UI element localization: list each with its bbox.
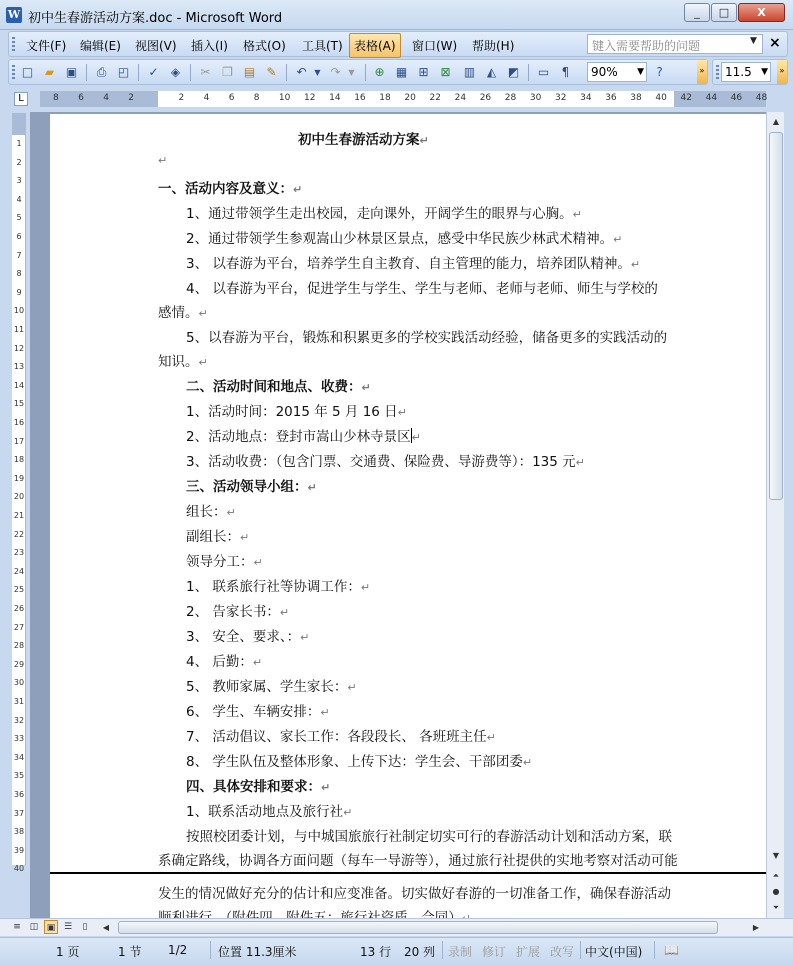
spelling-check-icon[interactable]: ✓ [148, 65, 159, 79]
status-separator [654, 941, 655, 959]
undo-dropdown-icon[interactable]: ▼ [314, 68, 321, 77]
vertical-ruler-number: 27 [13, 622, 25, 632]
cut-icon[interactable]: ✂ [200, 65, 211, 79]
scroll-right-icon[interactable]: ▶ [752, 923, 760, 932]
paragraph-mark: ↵ [198, 307, 208, 320]
document-close-button[interactable]: × [769, 35, 781, 51]
vertical-ruler-number: 30 [13, 678, 25, 688]
paragraph-text: 8、 学生队伍及整体形象、上传下达：学生会、干部团委 [186, 754, 523, 770]
help-icon[interactable]: ? [656, 65, 663, 79]
status-line[interactable]: 13 行 [360, 945, 392, 959]
document-paragraph[interactable] [186, 277, 658, 297]
ruler-number: 14 [329, 93, 341, 103]
toolbar-grip[interactable] [12, 65, 15, 81]
paragraph-text: 2、通过带领学生参观嵩山少林景区景点，感受中华民族少林武术精神。 [186, 231, 614, 247]
ruler-number: 22 [429, 93, 441, 103]
vertical-ruler-number: 25 [13, 585, 25, 595]
paragraph-mark: ↵ [347, 681, 357, 694]
menu-edit[interactable]: 编辑(E) [80, 39, 121, 53]
format-painter-icon[interactable]: ✎ [266, 65, 277, 79]
paragraph-mark: ↵ [360, 581, 371, 594]
document-paragraph[interactable] [158, 301, 208, 321]
ruler-number: 34 [580, 93, 592, 103]
vertical-ruler-number: 26 [13, 604, 25, 613]
vertical-ruler-number: 21 [13, 511, 25, 520]
print-icon[interactable]: ⎙ [96, 65, 107, 79]
paragraph-text: 1、通过带领学生走出校园，走向课外，开阔学生的眼界与心胸。 [186, 206, 573, 222]
paragraph-text: 领导分工： [186, 554, 254, 570]
document-paragraph[interactable] [186, 525, 249, 545]
vertical-ruler-number: 32 [13, 715, 25, 725]
paragraph-text: 2、活动地点：登封市嵩山少林寺景区 [186, 429, 411, 445]
menu-view[interactable]: 视图(V) [135, 39, 177, 53]
spelling-status-icon[interactable]: 📖 [664, 943, 679, 957]
ruler-number: 4 [203, 93, 210, 103]
paragraph-text: 组长： [186, 504, 227, 520]
ruler-number: 18 [379, 93, 391, 103]
toolbar-separator [190, 64, 191, 81]
vertical-ruler-number: 16 [13, 418, 25, 427]
paragraph-text: 1、联系活动地点及旅行社 [186, 804, 344, 820]
ruler-number: 30 [529, 93, 542, 103]
vertical-ruler[interactable] [12, 113, 26, 874]
undo-icon[interactable]: ↶ [296, 65, 307, 79]
window-title: 初中生春游活动方案.doc - Microsoft Word [28, 11, 283, 26]
normal-view-icon[interactable]: ≡ [13, 922, 21, 932]
paragraph-mark: ↵ [630, 258, 641, 271]
toolbar-separator [528, 64, 529, 81]
font-size-dropdown-icon[interactable]: ▼ [761, 67, 768, 77]
vertical-ruler-number: 36 [13, 790, 25, 799]
paragraph-text: 3、 以春游为平台，培养学生自主教育、自主管理的能力，培养团队精神。 [186, 256, 631, 272]
paragraph-text: 系确定路线，协调各方面问题（每车一导游等），通过旅行社提供的实地考察对活动可能 [158, 853, 678, 869]
ruler-number: 4 [103, 93, 109, 103]
vertical-ruler-number: 29 [13, 659, 25, 669]
paragraph-mark: ↵ [253, 556, 263, 569]
document-paragraph[interactable] [158, 350, 208, 370]
title-bar [0, 0, 793, 30]
vertical-ruler-number: 34 [13, 752, 25, 762]
next-page-icon[interactable]: ⏷ [772, 903, 780, 912]
document-paragraph[interactable] [186, 500, 236, 520]
document-map-icon[interactable]: ◩ [507, 65, 520, 79]
reading-layout-icon[interactable]: ▭ [537, 65, 550, 79]
document-paragraph[interactable] [186, 375, 371, 395]
font-size-select[interactable] [721, 62, 771, 82]
ruler-number: 2 [128, 93, 135, 103]
menu-help[interactable]: 帮助(H) [472, 39, 515, 53]
vertical-ruler-number: 4 [16, 194, 22, 204]
document-paragraph[interactable] [158, 177, 302, 197]
ruler-number: 46 [730, 93, 743, 103]
ruler-number: 8 [53, 93, 59, 103]
document-paragraph[interactable] [186, 650, 262, 670]
paragraph-mark: ↵ [226, 506, 236, 519]
paragraph-mark: ↵ [397, 406, 407, 419]
document-paragraph[interactable] [186, 825, 672, 845]
ruler-number: 24 [454, 93, 467, 103]
toolbar-separator [286, 64, 287, 81]
paragraph-text: 四、具体安排和要求： [186, 779, 321, 795]
ruler-number: 44 [705, 93, 718, 103]
ruler-number: 12 [304, 93, 316, 103]
paragraph-text: 3、 安全、要求、： [186, 629, 301, 645]
paragraph-mark: ↵ [293, 183, 303, 196]
document-title[interactable]: 初中生春游活动方案↵ [298, 132, 429, 148]
ruler-row [0, 88, 793, 110]
scroll-down-icon[interactable]: ▼ [772, 851, 780, 860]
maximize-button[interactable]: □ [711, 3, 737, 22]
menu-window[interactable]: 窗口(W) [412, 39, 458, 53]
paragraph-mark: ↵ [343, 806, 353, 819]
paragraph-mark: ↵ [279, 606, 290, 619]
ruler-number: 48 [755, 93, 768, 103]
tab-selector-button[interactable]: L [14, 92, 28, 106]
vertical-ruler-number: 31 [13, 697, 25, 706]
vertical-ruler-number: 1 [16, 139, 22, 148]
vertical-scroll-thumb[interactable] [769, 132, 783, 500]
insert-excel-icon[interactable]: ⊠ [440, 65, 451, 79]
vertical-ruler-number: 37 [13, 808, 25, 818]
formatting-toolbar [712, 59, 788, 85]
paragraph-mark: ↵ [486, 731, 496, 744]
paragraph-text: 感情。 [158, 305, 199, 321]
status-section[interactable]: 1 节 [118, 945, 142, 959]
ruler-number: 6 [228, 93, 235, 103]
status-track-changes[interactable]: 修订 [482, 945, 507, 959]
paragraph-text: 5、以春游为平台，锻炼和积累更多的学校实践活动经验，储备更多的实践活动的 [186, 330, 668, 346]
status-page-of[interactable]: 1/2 [168, 943, 188, 957]
paragraph-mark: ↵ [575, 456, 585, 469]
new-document-icon[interactable]: □ [21, 65, 34, 79]
toolbar-overflow-button[interactable]: » [697, 60, 707, 84]
paragraph-mark: ↵ [198, 356, 208, 369]
reading-view-icon[interactable]: ▯ [82, 922, 88, 932]
zoom-value: 90% [591, 65, 618, 79]
paragraph-text: 7、 活动倡议、家长工作：各段段长、 各班班主任 [186, 729, 487, 745]
drawing-icon[interactable]: ◭ [486, 65, 497, 79]
ruler-number: 32 [555, 93, 567, 103]
ruler-number: 40 [655, 93, 667, 103]
copy-icon[interactable]: ❐ [222, 65, 233, 79]
paragraph-text: 3、活动收费：（包含门票、交通费、保险费、导游费等）：135 元 [186, 454, 576, 470]
toolbar-separator [138, 64, 139, 81]
columns-icon[interactable]: ▥ [463, 65, 476, 79]
vertical-ruler-number: 8 [16, 269, 22, 279]
vertical-ruler-number: 12 [13, 343, 25, 353]
document-paragraph[interactable] [186, 550, 263, 570]
paragraph-mark: ↵ [320, 706, 330, 719]
paragraph-mark: ↵ [307, 481, 317, 494]
vertical-ruler-number: 18 [13, 455, 25, 465]
paragraph-text: 2、 告家长书： [186, 604, 280, 620]
ruler-number: 28 [504, 93, 517, 103]
document-paragraph[interactable] [186, 675, 357, 695]
vertical-ruler-number: 15 [13, 399, 25, 409]
paragraph-mark: ↵ [411, 431, 421, 444]
status-bar [0, 937, 793, 965]
word-app-icon[interactable]: W [7, 8, 21, 21]
vertical-ruler-number: 20 [13, 492, 25, 502]
ruler-text-area [158, 91, 674, 107]
document-paragraph[interactable] [158, 849, 678, 869]
paragraph-text: 二、活动时间和地点、收费： [186, 379, 362, 395]
status-position[interactable]: 位置 11.3厘米 [218, 945, 297, 959]
paragraph-mark: ↵ [240, 531, 250, 544]
vertical-ruler-number: 7 [16, 250, 22, 260]
scroll-left-icon[interactable]: ◀ [102, 923, 110, 932]
empty-paragraph[interactable]: ↵ [158, 154, 168, 167]
minimize-button[interactable]: _ [684, 3, 710, 22]
paragraph-mark: ↵ [252, 656, 263, 669]
vertical-ruler-number: 23 [13, 548, 25, 558]
paragraph-text: 发生的情况做好充分的估计和应变准备。切实做好春游的一切准备工作，确保春游活动 [158, 886, 671, 902]
ruler-number: 10 [278, 93, 291, 103]
paragraph-mark: ↵ [572, 208, 582, 221]
paragraph-text: 1、 联系旅行社等协调工作： [186, 579, 361, 595]
vertical-ruler-number: 6 [16, 232, 22, 241]
menu-table[interactable]: 表格(A) [349, 33, 401, 58]
status-overtype[interactable]: 改写 [550, 945, 575, 959]
paragraph-mark: ↵ [361, 381, 371, 394]
standard-toolbar [8, 59, 708, 85]
show-formatting-icon[interactable]: ¶ [561, 65, 570, 79]
vertical-ruler-number: 22 [13, 529, 25, 539]
status-column[interactable]: 20 列 [404, 945, 436, 959]
vertical-ruler-number: 38 [13, 827, 25, 837]
vertical-ruler-number: 3 [16, 176, 22, 186]
document-paragraph[interactable] [186, 252, 640, 272]
help-dropdown-icon[interactable]: ▼ [750, 36, 757, 46]
font-size-value: 11.5 [725, 65, 752, 79]
vertical-ruler-number: 28 [13, 641, 25, 651]
ruler-number: 38 [630, 93, 642, 103]
menu-format[interactable]: 格式(O) [243, 39, 286, 53]
document-paragraph[interactable] [186, 227, 622, 247]
vertical-ruler-number: 10 [13, 306, 25, 316]
menu-bar [8, 31, 788, 57]
document-paragraph[interactable] [186, 450, 585, 470]
status-separator [442, 941, 443, 959]
toolbar-separator [365, 64, 366, 81]
document-page[interactable] [50, 114, 766, 872]
hyperlink-icon[interactable]: ⊕ [374, 65, 385, 79]
formatting-toolbar-grip[interactable] [716, 65, 719, 81]
menu-file[interactable]: 文件(F) [26, 39, 67, 53]
vertical-ruler-number: 24 [13, 566, 25, 576]
document-paragraph[interactable] [186, 575, 370, 595]
vertical-ruler-number: 33 [13, 734, 25, 744]
insert-table-icon[interactable]: ⊞ [418, 65, 429, 79]
ruler-number: 42 [680, 93, 692, 103]
paragraph-mark: ↵ [300, 631, 310, 644]
vertical-ruler-number: 9 [16, 287, 22, 297]
horizontal-scroll-row [0, 918, 793, 936]
scroll-up-icon[interactable]: ▲ [772, 117, 780, 126]
paragraph-text: 4、 后勤： [186, 654, 253, 670]
vertical-ruler-number: 17 [13, 436, 25, 446]
select-browse-object-icon[interactable]: ● [772, 887, 780, 896]
paragraph-mark: ↵ [522, 756, 533, 769]
print-preview-icon[interactable]: ◰ [117, 65, 130, 79]
redo-dropdown-icon[interactable]: ▼ [348, 68, 355, 77]
outline-view-icon[interactable]: ☰ [63, 922, 73, 932]
tables-borders-icon[interactable]: ▦ [395, 65, 408, 79]
document-paragraph[interactable] [186, 700, 330, 720]
ruler-number: 6 [78, 93, 84, 103]
document-area[interactable] [30, 112, 766, 918]
menubar-grip[interactable] [12, 37, 15, 53]
zoom-select[interactable] [587, 62, 647, 82]
ruler-number: 20 [404, 93, 416, 103]
ruler-number: 16 [354, 93, 366, 103]
paragraph-text: 5、 教师家属、学生家长： [186, 679, 348, 695]
horizontal-ruler[interactable] [40, 91, 766, 107]
vertical-ruler-number: 39 [13, 845, 25, 855]
paste-icon[interactable]: ▤ [243, 65, 256, 79]
document-paragraph[interactable] [186, 800, 352, 820]
status-page[interactable]: 1 页 [56, 945, 80, 959]
redo-icon[interactable]: ↷ [330, 65, 341, 79]
vertical-ruler-margin [12, 113, 26, 135]
vertical-scrollbar[interactable] [766, 112, 784, 918]
ruler-number: 8 [253, 93, 260, 103]
vertical-ruler-number: 5 [16, 213, 22, 223]
zoom-dropdown-icon[interactable]: ▼ [637, 67, 644, 77]
open-folder-icon[interactable]: ▰ [44, 65, 55, 79]
research-icon[interactable]: ◈ [170, 65, 181, 79]
toolbar-separator [86, 64, 87, 81]
vertical-ruler-number: 19 [13, 473, 25, 483]
document-paragraph[interactable] [158, 882, 671, 902]
document-paragraph[interactable] [186, 202, 582, 222]
status-language[interactable]: 中文(中国) [585, 945, 643, 959]
paragraph-text: 6、 学生、车辆安排： [186, 704, 321, 720]
previous-page-icon[interactable]: ⏶ [772, 871, 780, 880]
document-paragraph[interactable] [186, 600, 289, 620]
horizontal-scroll-thumb[interactable] [118, 921, 718, 934]
ruler-number: 36 [605, 93, 617, 103]
menu-insert[interactable]: 插入(I) [191, 39, 228, 53]
help-search-input[interactable]: 键入需要帮助的问题 [587, 34, 763, 54]
print-layout-view-icon[interactable]: ▣ [44, 920, 58, 934]
paragraph-text: 1、活动时间：2015 年 5 月 16 日 [186, 404, 398, 420]
paragraph-text: 三、活动领导小组： [186, 479, 308, 495]
menu-tools[interactable]: 工具(T) [302, 39, 343, 53]
ruler-number: 26 [479, 93, 492, 103]
document-paragraph[interactable] [186, 475, 317, 495]
document-paragraph[interactable] [186, 750, 532, 770]
web-layout-view-icon[interactable]: ◫ [29, 922, 39, 932]
paragraph-mark: ↵ [613, 233, 623, 246]
paragraph-text: 副组长： [186, 529, 240, 545]
document-paragraph[interactable] [186, 775, 330, 795]
paragraph-text: 按照校团委计划，与中城国旅旅行社制定切实可行的春游活动计划和活动方案，联 [186, 829, 672, 845]
paragraph-text: 一、活动内容及意义： [158, 181, 293, 197]
document-paragraph[interactable] [186, 326, 667, 346]
document-paragraph[interactable] [186, 725, 496, 745]
status-record[interactable]: 录制 [448, 945, 473, 959]
ruler-number: 2 [178, 93, 185, 103]
vertical-ruler-number: 2 [16, 157, 22, 167]
vertical-ruler-number: 35 [13, 771, 25, 781]
document-paragraph[interactable] [186, 400, 407, 420]
formatting-overflow-button[interactable]: » [777, 60, 787, 84]
vertical-ruler-number: 40 [13, 864, 25, 874]
document-paragraph[interactable] [186, 625, 309, 645]
save-icon[interactable]: ▣ [65, 65, 78, 79]
vertical-ruler-number: 13 [13, 362, 25, 372]
paragraph-mark: ↵ [321, 781, 331, 794]
paragraph-text: 4、 以春游为平台，促进学生与学生、学生与老师、老师与老师、师生与学校的 [186, 281, 658, 297]
paragraph-text: 知识。 [158, 354, 199, 370]
status-separator [210, 941, 211, 959]
status-extend[interactable]: 扩展 [516, 945, 541, 959]
document-paragraph[interactable] [186, 425, 421, 445]
status-separator [580, 941, 581, 959]
close-window-button[interactable]: X [738, 3, 785, 22]
vertical-ruler-number: 11 [13, 325, 25, 334]
vertical-ruler-number: 14 [13, 380, 25, 390]
